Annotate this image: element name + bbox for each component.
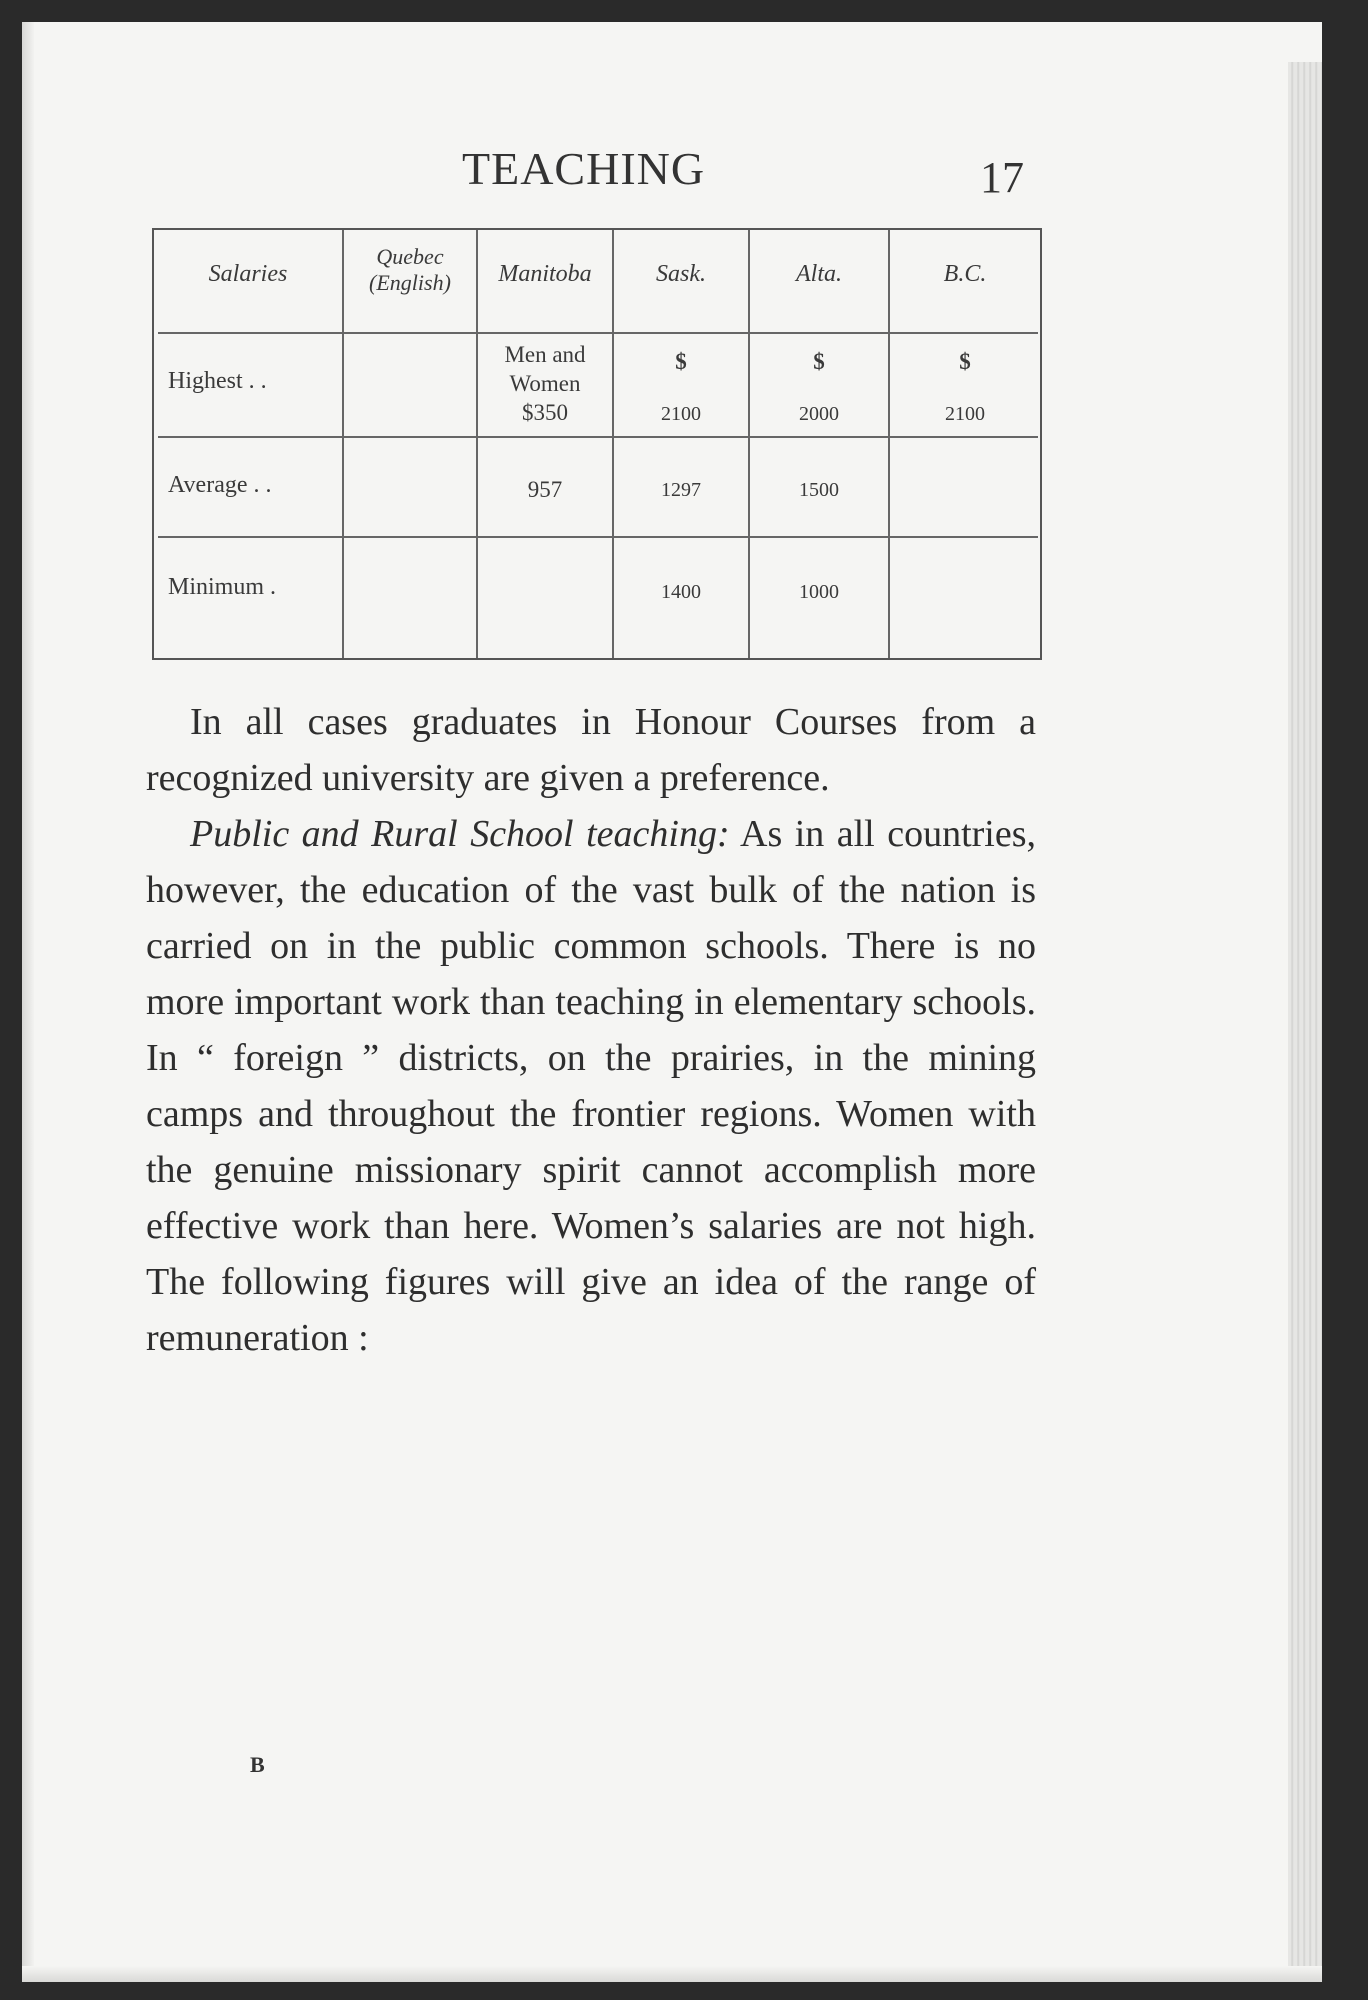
header-salaries: Salaries — [208, 261, 288, 287]
row-label-average: Average . . — [168, 472, 272, 498]
cell-alta-highest-currency: $ — [813, 349, 825, 374]
header-alta: Alta. — [796, 261, 842, 287]
cell-sask-minimum: 1400 — [661, 581, 701, 603]
header-sask: Sask. — [656, 261, 706, 287]
cell-manitoba-highest — [478, 340, 612, 427]
salary-table — [152, 228, 1042, 660]
header-quebec — [344, 244, 476, 296]
header-bc: B.C. — [943, 261, 987, 287]
paragraph-public-schools-text: As in all countries, however, the education of the vast bulk of the nation is carried on in the public common schools. There is no more important work than teaching in elementary schools. In “ foreign ” districts, on the prairies, in the mining camps and throughout the frontier regions. Women with the genuine missionary spirit cannot accomplish more effective work than here. Women’s salaries are not high. The following figures will give an idea of the range of remuneration : — [146, 813, 1037, 1359]
book-page — [22, 22, 1322, 1982]
header-rule — [158, 332, 1038, 334]
header-manitoba: Manitoba — [498, 261, 592, 287]
cell-alta-highest: 2000 — [799, 403, 839, 425]
running-head: TEACHING — [462, 143, 706, 194]
cell-bc-highest: 2100 — [945, 403, 985, 425]
body-text — [146, 694, 1036, 1366]
header-quebec-line2: (English) — [369, 270, 451, 295]
cell-alta-average: 1500 — [799, 479, 839, 501]
cell-manitoba-highest-line2: Women — [509, 371, 581, 396]
page-gutter-shadow — [22, 22, 34, 1982]
cell-manitoba-average: 957 — [527, 477, 563, 502]
column-divider — [476, 230, 478, 658]
cell-bc-highest-currency: $ — [959, 349, 971, 374]
row-label-highest: Highest . . — [168, 368, 267, 394]
cell-sask-highest-currency: $ — [675, 349, 687, 374]
run-in-heading: Public and Rural School teaching: — [190, 813, 730, 855]
page-bottom-edge — [22, 1966, 1322, 1982]
page-number: 17 — [980, 153, 1024, 202]
page-fore-edge — [1288, 62, 1322, 1982]
cell-sask-average: 1297 — [661, 479, 701, 501]
paragraph-public-schools — [146, 806, 1036, 1366]
cell-sask-highest: 2100 — [661, 403, 701, 425]
row-rule — [158, 436, 1038, 438]
signature-mark: B — [250, 1752, 265, 1777]
cell-manitoba-highest-line1: Men and — [504, 342, 586, 367]
paragraph-honour-courses: In all cases graduates in Honour Courses from a recognized university are given a preference. — [146, 701, 1036, 799]
row-rule — [158, 536, 1038, 538]
cell-alta-minimum: 1000 — [799, 581, 839, 603]
column-divider — [888, 230, 890, 658]
cell-manitoba-highest-line3: $350 — [522, 400, 568, 425]
row-label-minimum: Minimum . — [168, 574, 277, 600]
header-quebec-line1: Quebec — [376, 244, 444, 269]
